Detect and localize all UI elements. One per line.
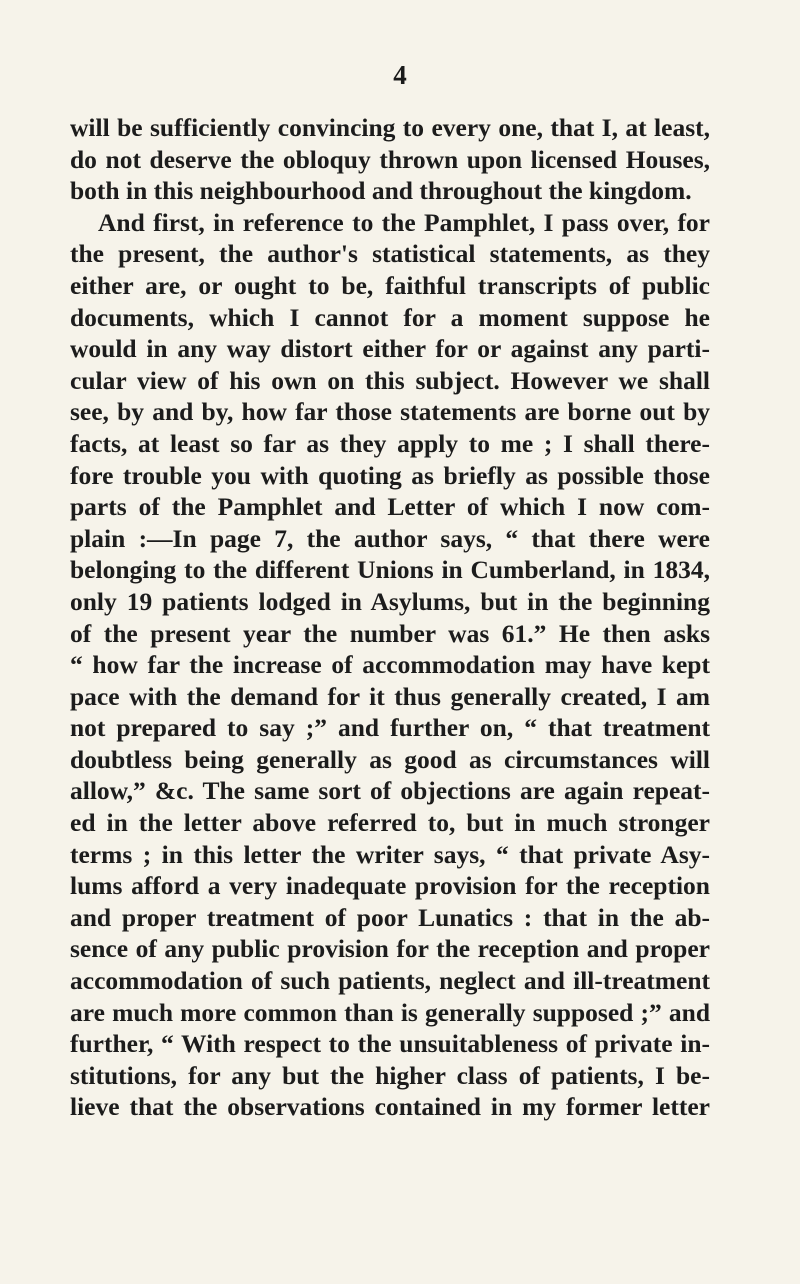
text-line: belonging to the different Unions in Cumberland, in 1834, bbox=[70, 555, 710, 585]
text-line: “ how far the increase of accommodation may have kept bbox=[70, 650, 710, 680]
text-line: lums afford a very inadequate provision for the reception bbox=[70, 871, 710, 901]
text-line: facts, at least so far as they apply to me ; I shall there- bbox=[70, 428, 710, 458]
text-line: see, by and by, how far those statements are borne out by bbox=[70, 397, 710, 427]
text-line: fore trouble you with quoting as briefly as possible those bbox=[70, 460, 710, 490]
text-line: are much more common than is generally supposed ;” and bbox=[70, 997, 710, 1027]
text-line: not prepared to say ;” and further on, “ that treatment bbox=[70, 713, 710, 743]
text-line: of the present year the number was 61.” He then asks bbox=[70, 618, 710, 648]
text-line: sence of any public provision for the reception and proper bbox=[70, 934, 710, 964]
text-line: the present, the author's statistical statements, as they bbox=[70, 239, 710, 269]
text-line: accommodation of such patients, neglect and ill-treatment bbox=[70, 966, 710, 996]
text-line: both in this neighbourhood and throughout the kingdom. bbox=[70, 176, 692, 206]
text-line: do not deserve the obloquy thrown upon licensed Houses, bbox=[70, 144, 710, 174]
text-line: doubtless being generally as good as circumstances will bbox=[70, 744, 710, 774]
page-number: 4 bbox=[393, 60, 407, 90]
text-line: and proper treatment of poor Lunatics : that in the ab- bbox=[70, 902, 710, 932]
body-text bbox=[70, 112, 710, 1123]
text-line: parts of the Pamphlet and Letter of which I now com- bbox=[70, 492, 710, 522]
text-line: terms ; in this letter the writer says, “ that private Asy- bbox=[70, 839, 710, 869]
text-line: pace with the demand for it thus generally created, I am bbox=[70, 681, 710, 711]
text-line: further, “ With respect to the unsuitableness of private in- bbox=[70, 1029, 710, 1059]
text-line: plain :—In page 7, the author says, “ that there were bbox=[70, 523, 710, 553]
text-line: only 19 patients lodged in Asylums, but in the beginning bbox=[70, 586, 710, 616]
text-line: And first, in reference to the Pamphlet, I pass over, for bbox=[98, 207, 710, 237]
text-line: allow,” &c. The same sort of objections are again repeat- bbox=[70, 776, 710, 806]
text-line: documents, which I cannot for a moment suppose he bbox=[70, 302, 710, 332]
text-line: cular view of his own on this subject. However we shall bbox=[70, 365, 710, 395]
text-line: stitutions, for any but the higher class of patients, I be- bbox=[70, 1060, 710, 1090]
text-line: will be sufficiently convincing to every one, that I, at least, bbox=[70, 113, 710, 142]
text-line: ed in the letter above referred to, but in much stronger bbox=[70, 808, 710, 838]
text-line: either are, or ought to be, faithful transcripts of public bbox=[70, 270, 710, 300]
text-line: lieve that the observations contained in my former letter bbox=[70, 1092, 710, 1122]
text-line: would in any way distort either for or against any parti- bbox=[70, 334, 710, 364]
